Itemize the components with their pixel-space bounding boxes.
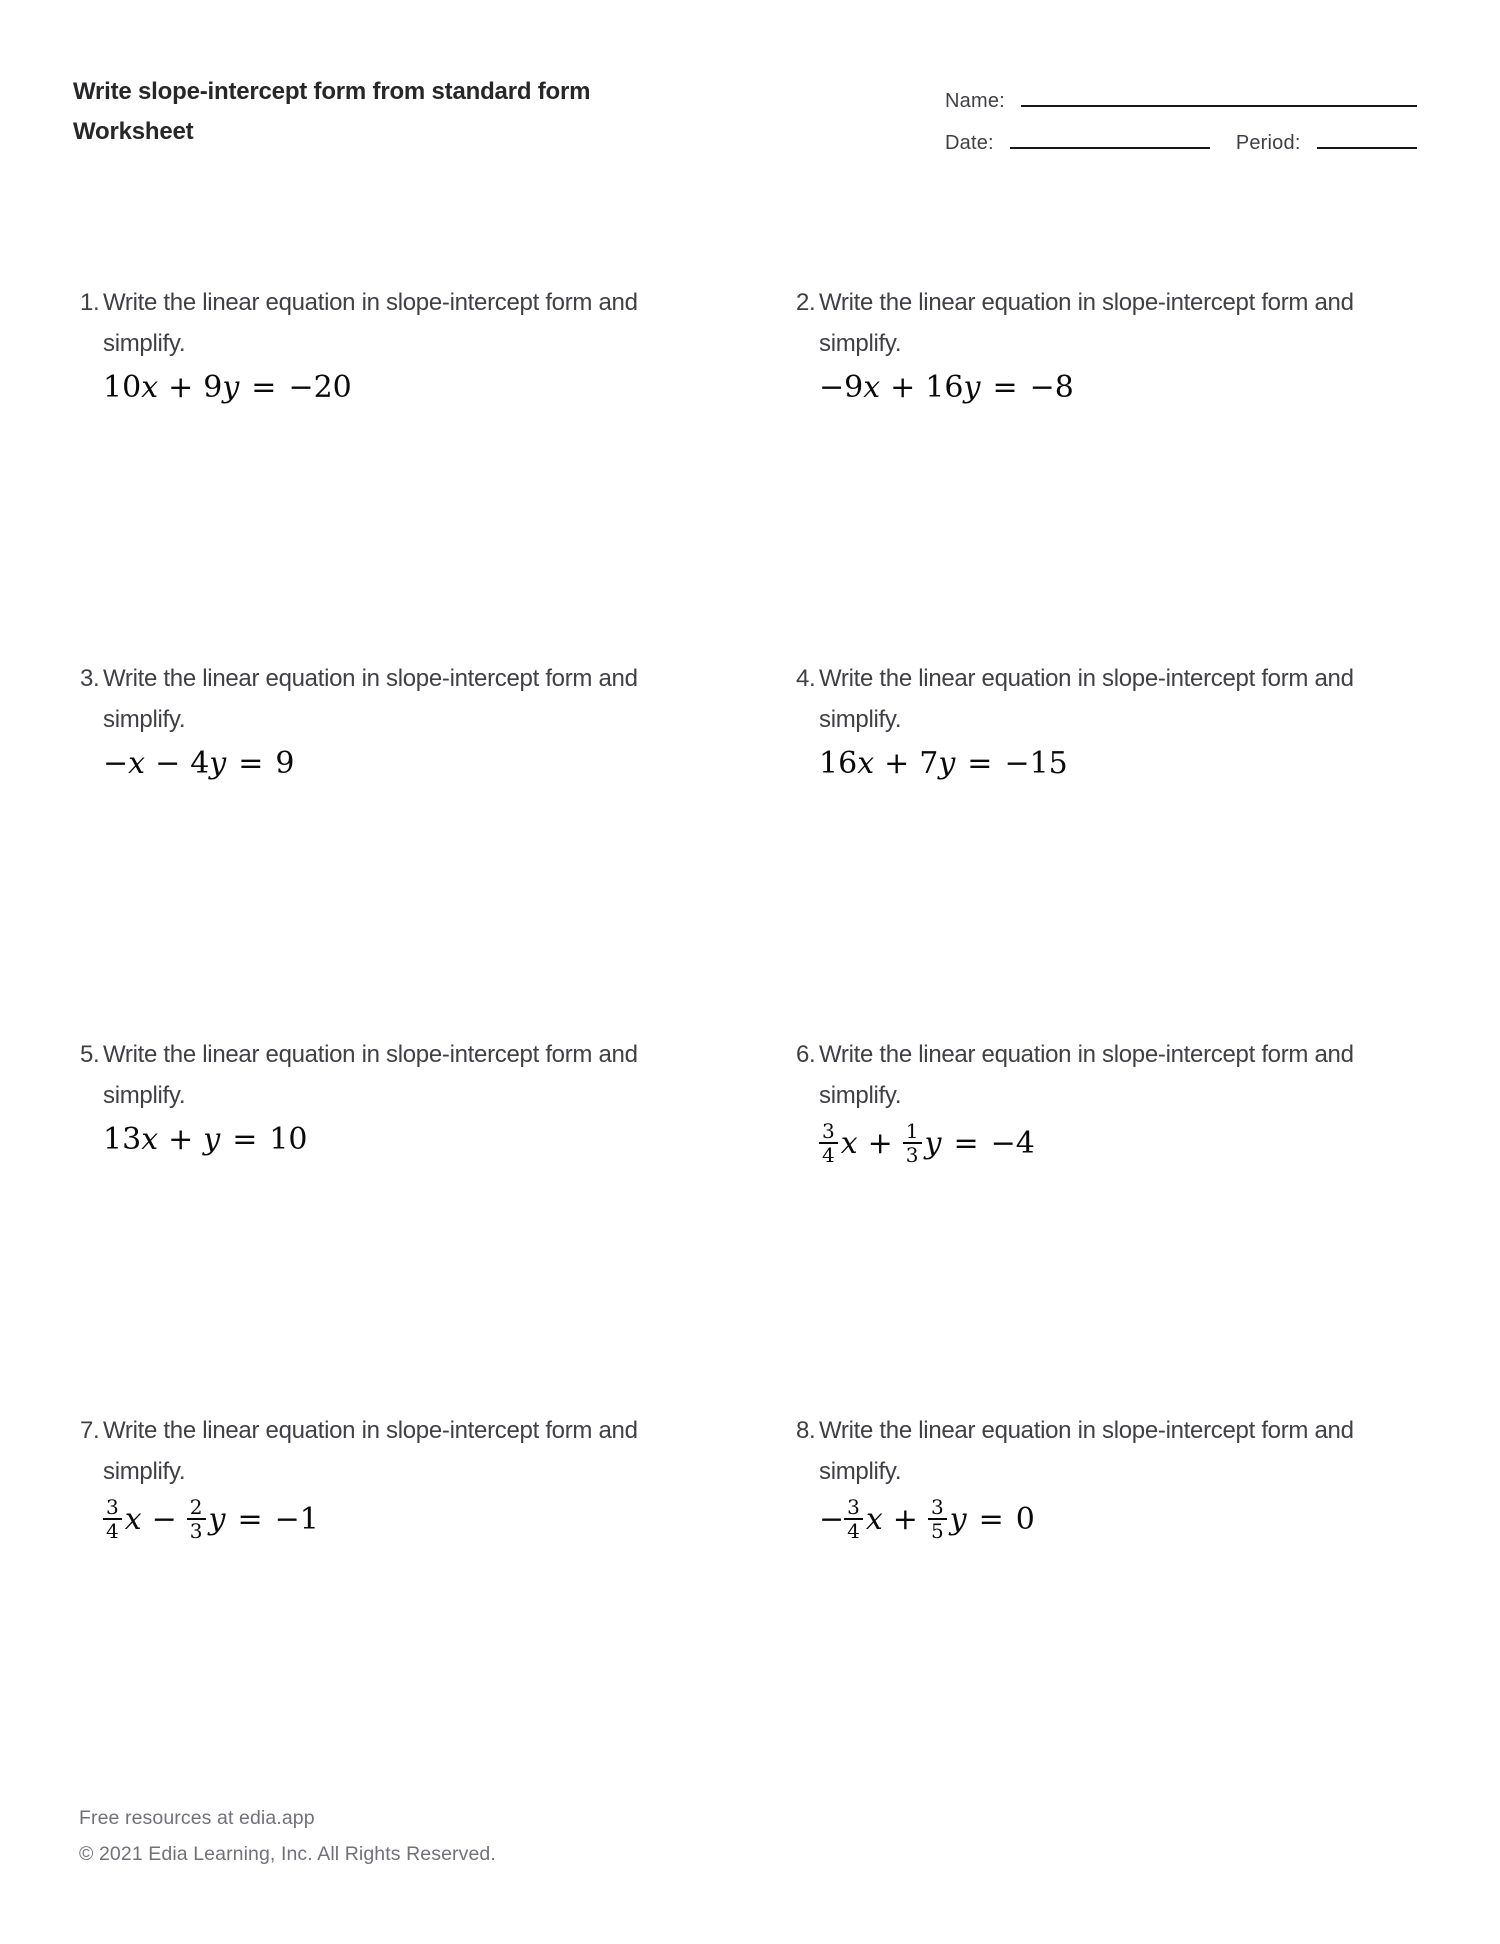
equation-token: −4 — [990, 1126, 1035, 1161]
equation-token: y — [949, 1502, 967, 1537]
problem-prompt-text: Write the linear equation in slope-intercept form and simplify. — [103, 289, 638, 357]
problem-prompt — [796, 1410, 1420, 1492]
equation-token: = — [238, 746, 264, 781]
equation-token: − — [155, 746, 181, 781]
equation-token: −15 — [1004, 746, 1068, 781]
problem-prompt — [80, 1410, 704, 1492]
fraction — [903, 1120, 922, 1166]
equation-token: 4 — [190, 746, 210, 781]
date-blank-line — [1010, 133, 1210, 149]
equation-token: x — [865, 1502, 883, 1537]
fraction-denominator: 3 — [187, 1518, 206, 1542]
problem-prompt — [796, 1034, 1420, 1116]
equation-token: x — [128, 746, 146, 781]
problem-number: 8. — [796, 1417, 816, 1444]
equation-token: y — [208, 1502, 226, 1537]
fraction-denominator: 4 — [844, 1518, 863, 1542]
fraction — [928, 1496, 947, 1542]
equation-token: −9 — [819, 370, 864, 405]
equation-token: y — [209, 746, 227, 781]
problem-equation — [103, 370, 704, 406]
problem-3 — [80, 658, 704, 1034]
equation-token: 7 — [919, 746, 939, 781]
equation-token: + — [890, 370, 916, 405]
fraction — [844, 1496, 863, 1542]
equation-token: = — [251, 370, 277, 405]
equation-token: + — [884, 746, 910, 781]
problem-number: 3. — [80, 665, 100, 692]
equation-token: − — [819, 1502, 845, 1537]
fraction-numerator: 3 — [822, 1119, 835, 1143]
equation-token: 9 — [203, 370, 223, 405]
problem-prompt-text: Write the linear equation in slope-intercept form and simplify. — [819, 665, 1354, 733]
equation-token: −20 — [288, 370, 352, 405]
date-period-field-row — [945, 132, 1417, 160]
name-label: Name: — [945, 90, 1005, 112]
problem-prompt — [80, 1034, 704, 1116]
problem-prompt-text: Write the linear equation in slope-intercept form and simplify. — [103, 1417, 638, 1485]
fraction-denominator: 3 — [903, 1142, 922, 1166]
period-blank-line — [1317, 133, 1417, 149]
fraction-denominator: 5 — [928, 1518, 947, 1542]
equation-token: − — [151, 1502, 177, 1537]
equation-token: = — [953, 1126, 979, 1161]
problem-2 — [796, 282, 1420, 658]
equation-token: = — [967, 746, 993, 781]
fraction-numerator: 3 — [847, 1495, 860, 1519]
problem-6 — [796, 1034, 1420, 1410]
equation-token: + — [168, 370, 194, 405]
equation-token: = — [992, 370, 1018, 405]
equation-token: x — [124, 1502, 142, 1537]
equation-token: 0 — [1015, 1502, 1035, 1537]
equation-token: − — [103, 746, 129, 781]
equation-token: 10 — [103, 370, 142, 405]
fraction-numerator: 3 — [106, 1495, 119, 1519]
problem-8 — [796, 1410, 1420, 1786]
fraction-numerator: 2 — [189, 1495, 203, 1519]
equation-token: = — [978, 1502, 1004, 1537]
equation-token: x — [840, 1126, 858, 1161]
equation-token: x — [141, 1122, 159, 1157]
problem-equation — [103, 1495, 704, 1544]
equation-token: x — [141, 370, 159, 405]
equation-token: y — [963, 370, 981, 405]
equation-token: −8 — [1029, 370, 1074, 405]
page-title-line1: Write slope-intercept form from standard form — [73, 78, 591, 105]
name-blank-line — [1021, 91, 1417, 107]
fraction-numerator: 3 — [930, 1495, 944, 1519]
problem-equation — [819, 1119, 1420, 1168]
equation-token: = — [237, 1502, 263, 1537]
name-field-row — [945, 90, 1417, 118]
problem-equation — [819, 370, 1420, 406]
footer-resources-text: Free resources at edia.app — [79, 1807, 315, 1829]
page-footer — [79, 1800, 496, 1872]
equation-token: + — [867, 1126, 893, 1161]
fraction-numerator: 1 — [905, 1119, 919, 1143]
equation-token: y — [203, 1122, 221, 1157]
page-title — [73, 72, 793, 152]
equation-token: y — [222, 370, 240, 405]
problem-5 — [80, 1034, 704, 1410]
problem-prompt — [796, 282, 1420, 364]
footer-copyright-text: © 2021 Edia Learning, Inc. All Rights Reserved. — [79, 1843, 496, 1865]
problem-number: 1. — [80, 289, 100, 316]
fraction — [103, 1496, 122, 1542]
fraction-denominator: 4 — [103, 1518, 122, 1542]
problem-prompt-text: Write the linear equation in slope-intercept form and simplify. — [103, 1041, 638, 1109]
problem-equation — [103, 1122, 704, 1158]
problem-prompt — [80, 658, 704, 740]
problem-7 — [80, 1410, 704, 1786]
fraction — [187, 1496, 206, 1542]
problem-number: 2. — [796, 289, 816, 316]
problem-equation — [103, 746, 704, 782]
equation-token: x — [857, 746, 875, 781]
problem-prompt-text: Write the linear equation in slope-intercept form and simplify. — [103, 665, 638, 733]
equation-token: x — [863, 370, 881, 405]
fraction-denominator: 4 — [819, 1142, 838, 1166]
problem-number: 4. — [796, 665, 816, 692]
equation-token: y — [924, 1126, 942, 1161]
problems-grid — [80, 282, 1420, 1786]
fraction — [819, 1120, 838, 1166]
problem-prompt-text: Write the linear equation in slope-intercept form and simplify. — [819, 289, 1354, 357]
equation-token: = — [232, 1122, 258, 1157]
problem-1 — [80, 282, 704, 658]
student-info-fields — [945, 90, 1417, 174]
problem-prompt-text: Write the linear equation in slope-intercept form and simplify. — [819, 1041, 1354, 1109]
problem-equation — [819, 746, 1420, 782]
page-title-line2: Worksheet — [73, 118, 194, 145]
equation-token: 13 — [103, 1122, 142, 1157]
equation-token: + — [168, 1122, 194, 1157]
problem-4 — [796, 658, 1420, 1034]
equation-token: −1 — [274, 1502, 319, 1537]
equation-token: 16 — [819, 746, 858, 781]
problem-prompt-text: Write the linear equation in slope-intercept form and simplify. — [819, 1417, 1354, 1485]
period-label: Period: — [1235, 132, 1301, 154]
problem-prompt — [80, 282, 704, 364]
date-label: Date: — [945, 132, 994, 154]
problem-number: 7. — [80, 1417, 100, 1444]
equation-token: 9 — [275, 746, 295, 781]
problem-equation — [819, 1495, 1420, 1544]
equation-token: y — [938, 746, 956, 781]
problem-number: 5. — [80, 1041, 100, 1068]
problem-prompt — [796, 658, 1420, 740]
equation-token: + — [892, 1502, 918, 1537]
problem-number: 6. — [796, 1041, 816, 1068]
equation-token: 10 — [269, 1122, 308, 1157]
equation-token: 16 — [925, 370, 964, 405]
